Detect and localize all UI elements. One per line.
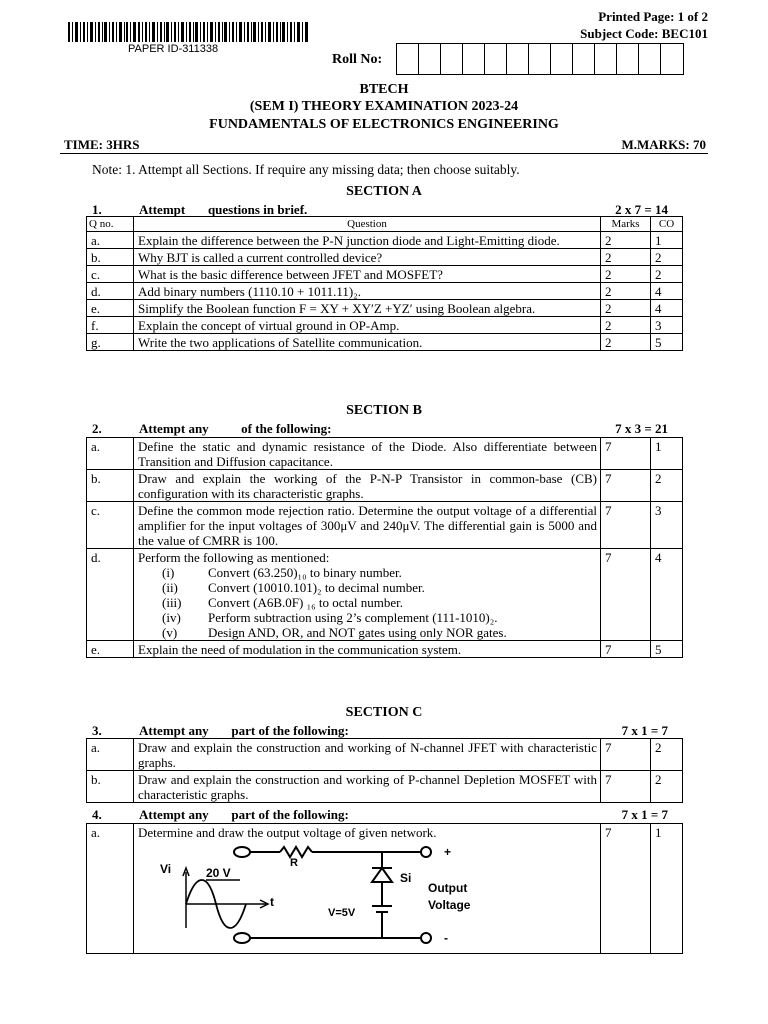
q3-instruction: Attempt any part of the following:: [139, 723, 349, 738]
section-a-title: SECTION A: [346, 184, 422, 199]
item-number: (ii): [162, 580, 178, 595]
q-id: e.: [87, 641, 134, 658]
q3-number: 3.: [92, 723, 102, 738]
q-id: b.: [87, 470, 134, 502]
q-id: b.: [87, 249, 134, 266]
q-co: 1: [651, 232, 683, 249]
item-text: Convert (10010.101)₂ to decimal number.: [208, 580, 425, 595]
table-header-row: [87, 217, 683, 232]
roll-box[interactable]: [617, 44, 639, 74]
section-c-title: SECTION C: [345, 705, 423, 720]
q-marks: 7: [601, 739, 651, 771]
plus-label: +: [444, 845, 452, 859]
input-terminal-top: [234, 847, 250, 857]
table-row: [87, 641, 683, 658]
v-label: V=5V: [328, 907, 356, 919]
q-text: Write the two applications of Satellite communication.: [134, 334, 601, 351]
q-marks: 2: [601, 266, 651, 283]
table-row: [87, 266, 683, 283]
q-co: 4: [651, 549, 683, 641]
table-row: [87, 771, 683, 803]
roll-box[interactable]: [441, 44, 463, 74]
program-title: BTECH: [359, 82, 409, 97]
q1-number: 1.: [92, 202, 102, 217]
q-id: a.: [87, 232, 134, 249]
q-id: d.: [87, 549, 134, 641]
q-text: Draw and explain the working of the P-N-P Transistor in common-base (CB) configuration with its characteristic graphs.: [134, 470, 601, 502]
output-terminal-top: [421, 847, 431, 857]
section-b-title: SECTION B: [346, 403, 422, 418]
q3-marks-total: 7 x 1 = 7: [621, 723, 668, 738]
q-co: 2: [651, 249, 683, 266]
item-number: (i): [162, 565, 175, 580]
vi-label: Vi: [160, 862, 172, 876]
input-terminal-bottom: [234, 933, 250, 943]
roll-box[interactable]: [419, 44, 441, 74]
q-co: 5: [651, 641, 683, 658]
table-row: [87, 438, 683, 470]
q-text: [134, 549, 601, 641]
q2-number: 2.: [92, 421, 102, 436]
col-marks: Marks: [601, 217, 651, 232]
col-qno: Q no.: [87, 217, 134, 232]
q-marks: 2: [601, 249, 651, 266]
q-id: d.: [87, 283, 134, 300]
note: Note: 1. Attempt all Sections. If require any missing data; then choose suitably.: [92, 162, 520, 177]
q-text: Draw and explain the construction and working of P-channel Depletion MOSFET with characteristic graphs.: [134, 771, 601, 803]
table-row: [87, 502, 683, 549]
item-number: (iv): [162, 610, 181, 625]
table-row: [87, 470, 683, 502]
q-id: c.: [87, 266, 134, 283]
q-marks: 7: [601, 549, 651, 641]
roll-box[interactable]: [485, 44, 507, 74]
q-co: 3: [651, 502, 683, 549]
table-row: [87, 283, 683, 300]
si-label: Si: [400, 871, 412, 885]
voltage-label: Voltage: [428, 898, 471, 912]
q-text: Draw and explain the construction and working of N-channel JFET with characteristic graphs.: [134, 739, 601, 771]
list-item: [162, 625, 597, 640]
q-id: f.: [87, 317, 134, 334]
sub-question-list: [138, 565, 597, 640]
q-id: b.: [87, 771, 134, 803]
q-co: 4: [651, 283, 683, 300]
q-co: 2: [651, 771, 683, 803]
table-row: [87, 334, 683, 351]
q-intro: Perform the following as mentioned:: [138, 550, 330, 565]
list-item: [162, 595, 597, 610]
q4-number: 4.: [92, 807, 102, 822]
q-marks: 7: [601, 824, 651, 954]
output-terminal-bottom: [421, 933, 431, 943]
q-id: a.: [87, 824, 134, 954]
q-co: 3: [651, 317, 683, 334]
header-divider: [60, 153, 708, 154]
q-text: Explain the difference between the P-N junction diode and Light-Emitting diode.: [134, 232, 601, 249]
roll-no-boxes[interactable]: [396, 43, 684, 75]
max-marks: M.MARKS: 70: [621, 137, 706, 152]
item-text: Convert (63.250)₁₀ to binary number.: [208, 565, 402, 580]
section-a-table: [86, 216, 683, 351]
table-row: [87, 317, 683, 334]
resistor-icon: [280, 847, 312, 857]
q-marks: 7: [601, 641, 651, 658]
item-number: (iii): [162, 595, 182, 610]
q-id: c.: [87, 502, 134, 549]
q-id: g.: [87, 334, 134, 351]
roll-no-label: Roll No:: [332, 52, 383, 67]
r-label: R: [290, 857, 298, 869]
item-text: Perform subtraction using 2’s complement (111-1010)₂.: [208, 610, 498, 625]
q-text: Determine and draw the output voltage of given network.: [134, 824, 601, 954]
roll-box[interactable]: [463, 44, 485, 74]
q-co: 2: [651, 266, 683, 283]
q-text: Why BJT is called a current controlled device?: [134, 249, 601, 266]
col-co: CO: [651, 217, 683, 232]
subject-title: FUNDAMENTALS OF ELECTRONICS ENGINEERING: [209, 117, 559, 132]
q-text: Explain the concept of virtual ground in OP-Amp.: [134, 317, 601, 334]
q2-marks-total: 7 x 3 = 21: [615, 421, 668, 436]
q-marks: 7: [601, 470, 651, 502]
q-marks: 2: [601, 283, 651, 300]
q-text: Define the static and dynamic resistance of the Diode. Also differentiate between Transition and Diffusion capacitance.: [134, 438, 601, 470]
exam-title: (SEM I) THEORY EXAMINATION 2023-24: [249, 99, 519, 114]
q-id: a.: [87, 438, 134, 470]
roll-box[interactable]: [595, 44, 617, 74]
roll-box[interactable]: [529, 44, 551, 74]
q1-instruction: Attempt questions in brief.: [139, 202, 308, 217]
q-text: Define the common mode rejection ratio. Determine the output voltage of a differential amplifier for the input voltages of 300μV and 240μV. The differential gain is 5000 and the value of CMRR is 100.: [134, 502, 601, 549]
q-co: 1: [651, 438, 683, 470]
q2-instruction: Attempt any of the following:: [139, 421, 332, 436]
q-marks: 7: [601, 438, 651, 470]
minus-label: -: [444, 931, 448, 945]
q-marks: 7: [601, 771, 651, 803]
roll-box[interactable]: [507, 44, 529, 74]
clipper-circuit-diagram: [150, 842, 520, 952]
table-row: [87, 739, 683, 771]
t-label: t: [270, 895, 274, 909]
output-label: Output: [428, 881, 468, 895]
q4-marks-total: 7 x 1 = 7: [621, 807, 668, 822]
q-text: Simplify the Boolean function F = XY + XY′Z +YZ′ using Boolean algebra.: [134, 300, 601, 317]
section-b-table: [86, 437, 683, 658]
item-number: (v): [162, 625, 178, 640]
q-marks: 7: [601, 502, 651, 549]
q-id: e.: [87, 300, 134, 317]
roll-box[interactable]: [661, 44, 683, 74]
q-marks: 2: [601, 300, 651, 317]
item-text: Convert (A6B.0F) ₁₆ to octal number.: [208, 595, 404, 610]
table-row: [87, 549, 683, 641]
q-co: 2: [651, 739, 683, 771]
q-id: a.: [87, 739, 134, 771]
subject-code: Subject Code: BEC101: [580, 26, 708, 41]
q1-marks-total: 2 x 7 = 14: [615, 202, 668, 217]
q-co: 5: [651, 334, 683, 351]
table-row: [87, 249, 683, 266]
roll-box[interactable]: [639, 44, 661, 74]
printed-page: Printed Page: 1 of 2: [598, 9, 708, 24]
q-marks: 2: [601, 334, 651, 351]
exam-time: TIME: 3HRS: [64, 137, 140, 152]
q-co: 1: [651, 824, 683, 954]
q-text: Add binary numbers (1110.10 + 1011.11)₂.: [134, 283, 601, 300]
q-marks: 2: [601, 232, 651, 249]
roll-box[interactable]: [397, 44, 419, 74]
roll-box[interactable]: [551, 44, 573, 74]
item-text: Design AND, OR, and NOT gates using only NOR gates.: [208, 625, 507, 640]
q-text: What is the basic difference between JFET and MOSFET?: [134, 266, 601, 283]
col-question: Question: [134, 217, 601, 232]
q-co: 4: [651, 300, 683, 317]
barcode: [68, 22, 308, 42]
table-row: [87, 300, 683, 317]
section-c-q3-table: [86, 738, 683, 803]
diode-icon: [372, 868, 392, 882]
roll-box[interactable]: [573, 44, 595, 74]
list-item: [162, 580, 597, 595]
paper-id: PAPER ID-311338: [128, 43, 219, 55]
list-item: [162, 610, 597, 625]
peak-label: 20 V: [206, 866, 231, 880]
q-marks: 2: [601, 317, 651, 334]
q-text: Explain the need of modulation in the communication system.: [134, 641, 601, 658]
q4-instruction: Attempt any part of the following:: [139, 807, 349, 822]
list-item: [162, 565, 597, 580]
table-row: [87, 232, 683, 249]
q-co: 2: [651, 470, 683, 502]
